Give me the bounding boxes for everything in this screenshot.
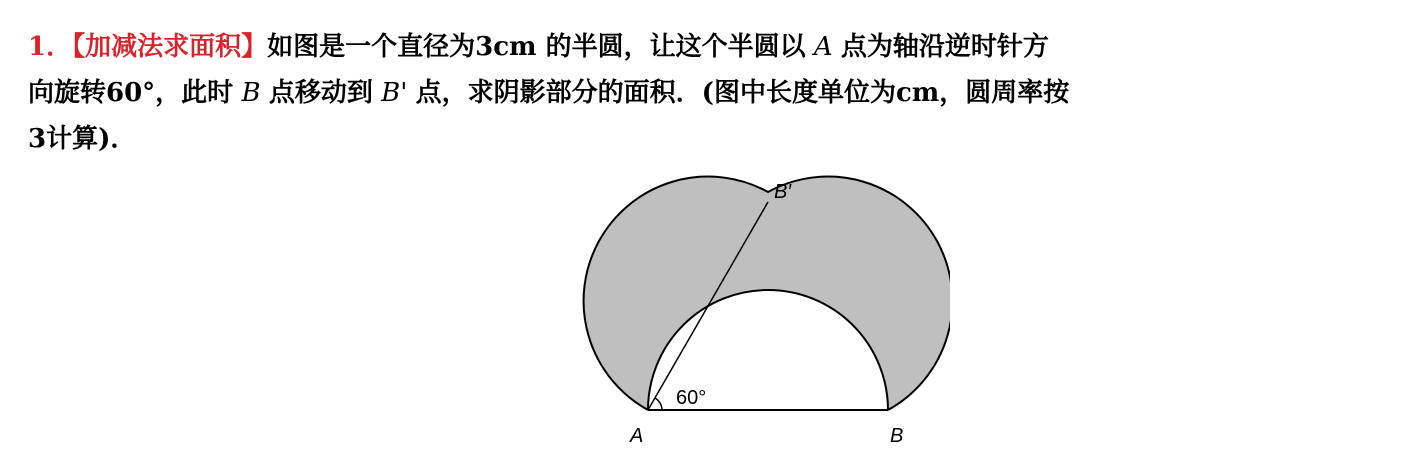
point-b-prime-text: B' (381, 78, 408, 108)
problem-tag: 【加减法求面积】 (72, 32, 268, 62)
shaded-region (584, 177, 950, 410)
problem-number: 1． (28, 32, 73, 62)
problem-line-2 (28, 70, 1368, 116)
problem-text-2a: 向旋转60°，此时 (28, 78, 234, 108)
problem-statement (28, 24, 1368, 162)
label-b-prime: B′ (774, 181, 792, 203)
problem-text-2c: 点，求阴影部分的面积．(图中长度单位为cm，圆周率按 (415, 78, 1070, 108)
problem-text-1: 如图是一个直径为3cm 的半圆，让这个半圆以 (267, 32, 806, 62)
label-a: A (630, 425, 644, 447)
problem-text-2b: 点移动到 (268, 78, 373, 108)
angle-arc (655, 398, 662, 410)
geometry-figure (570, 172, 950, 462)
point-a-text: A (813, 32, 833, 62)
problem-text-1-tail: 点为轴沿逆时针方 (840, 32, 1049, 62)
label-b: B (890, 425, 904, 447)
angle-label: 60° (676, 387, 707, 409)
problem-line-3 (28, 116, 1368, 162)
point-b-text: B (241, 78, 261, 108)
problem-line-1 (28, 24, 1368, 70)
problem-text-3: 3计算)． (28, 124, 137, 154)
